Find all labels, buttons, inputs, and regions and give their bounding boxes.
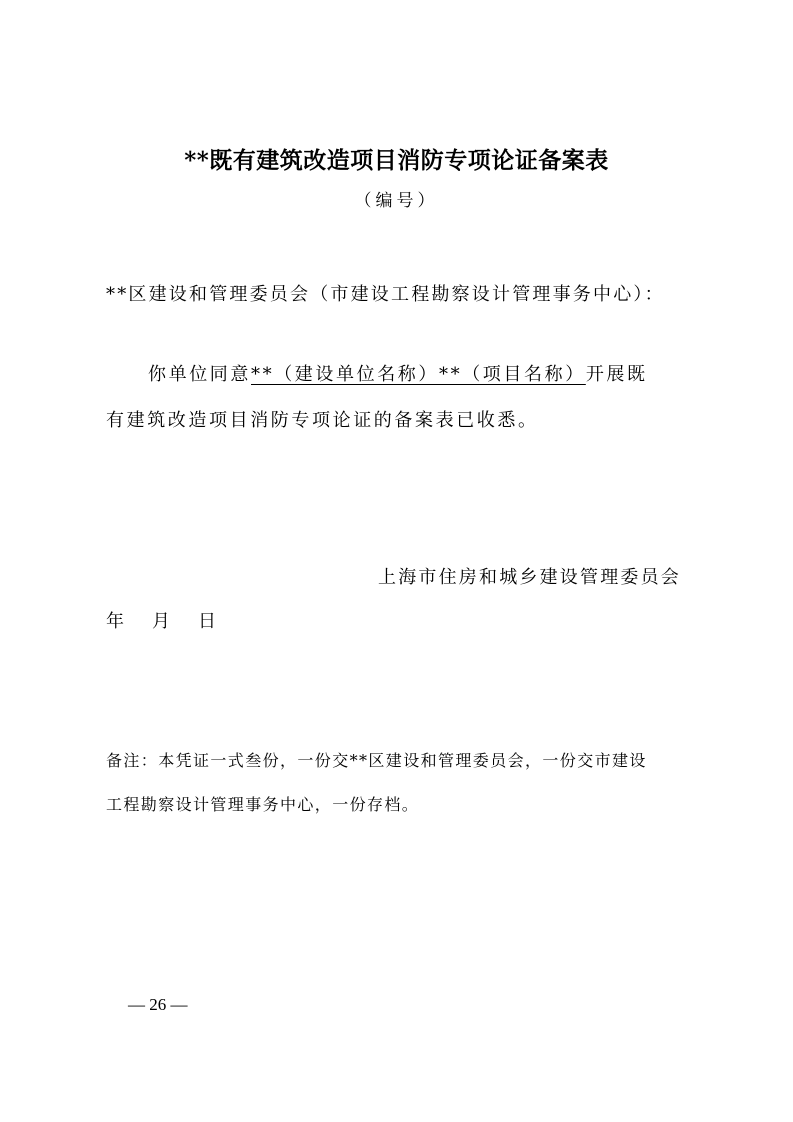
page-number: — 26 — bbox=[128, 995, 188, 1014]
document-number-label: （编号） bbox=[354, 191, 439, 211]
date-month-label: 月 bbox=[152, 611, 170, 632]
body-paragraph-line-2: 有建筑改造项目消防专项论证的备案表已收悉。 bbox=[106, 410, 539, 431]
body-intro-text: 你单位同意 bbox=[148, 364, 251, 385]
body-paragraph-line-1 bbox=[148, 360, 648, 386]
fill-in-blank-underlined: **（建设单位名称）**（项目名称） bbox=[251, 364, 586, 385]
addressee-line: **区建设和管理委员会（市建设工程勘察设计管理事务中心）： bbox=[106, 284, 665, 305]
signatory-organization: 上海市住房和城乡建设管理委员会 bbox=[378, 567, 681, 588]
remark-line-2: 工程勘察设计管理事务中心，一份存档。 bbox=[106, 795, 420, 814]
body-line-1-tail: 开展既 bbox=[585, 364, 648, 385]
document-title: **既有建筑改造项目消防专项论证备案表 bbox=[184, 147, 609, 174]
date-year-label: 年 bbox=[106, 611, 124, 632]
date-line bbox=[106, 607, 216, 633]
date-day-label: 日 bbox=[198, 611, 216, 632]
remark-line-1: 备注：本凭证一式叁份，一份交**区建设和管理委员会，一份交市建设 bbox=[106, 751, 647, 770]
